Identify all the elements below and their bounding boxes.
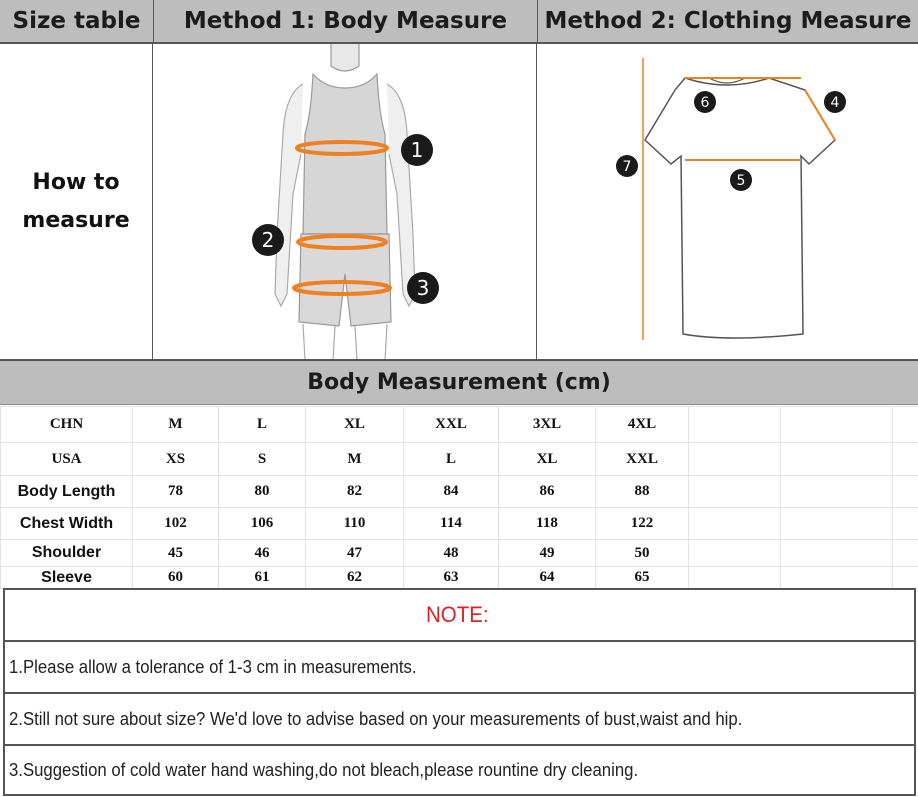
body-figure-icon: [153, 44, 537, 360]
empty-cell: [781, 443, 893, 476]
table-cell: 114: [404, 508, 499, 540]
table-cell: XL: [499, 443, 596, 476]
empty-cell: [893, 540, 918, 567]
row-label: Body Length: [1, 476, 133, 508]
tshirt-icon: [537, 44, 918, 360]
table-cell: 122: [596, 508, 689, 540]
empty-cell: [689, 508, 781, 540]
clothing-measure-illustration: [537, 44, 918, 360]
table-cell: 4XL: [596, 407, 689, 443]
empty-cell: [689, 476, 781, 508]
table-row: [1, 443, 918, 476]
note-title: NOTE:: [3, 588, 916, 642]
svg-text:3: 3: [416, 276, 430, 300]
table-cell: 62: [306, 567, 404, 589]
section-title: Body Measurement (cm): [0, 361, 918, 405]
empty-cell: [689, 567, 781, 589]
table-cell: 65: [596, 567, 689, 589]
table-cell: L: [219, 407, 306, 443]
header-size-table: Size table: [0, 0, 153, 44]
svg-text:2: 2: [261, 228, 275, 252]
empty-cell: [689, 407, 781, 443]
row-label: USA: [1, 443, 133, 476]
empty-cell: [781, 476, 893, 508]
table-cell: 102: [133, 508, 219, 540]
table-cell: 106: [219, 508, 306, 540]
row-label: Chest Width: [1, 508, 133, 540]
table-cell: 63: [404, 567, 499, 589]
table-cell: 78: [133, 476, 219, 508]
empty-cell: [781, 407, 893, 443]
empty-cell: [893, 407, 918, 443]
table-row: [1, 508, 918, 540]
table-cell: 64: [499, 567, 596, 589]
svg-text:4: 4: [830, 95, 840, 111]
table-cell: 47: [306, 540, 404, 567]
svg-text:5: 5: [736, 173, 746, 189]
table-cell: 45: [133, 540, 219, 567]
table-cell: XXL: [404, 407, 499, 443]
row-label: Shoulder: [1, 540, 133, 567]
table-cell: 88: [596, 476, 689, 508]
table-cell: 84: [404, 476, 499, 508]
table-cell: 50: [596, 540, 689, 567]
table-cell: 46: [219, 540, 306, 567]
empty-cell: [781, 567, 893, 589]
table-cell: M: [306, 443, 404, 476]
empty-cell: [689, 443, 781, 476]
svg-text:1: 1: [410, 138, 424, 162]
svg-text:6: 6: [700, 95, 710, 111]
note-item-2: 2.Still not sure about size? We'd love to advise based on your measurements of bust,waist and hip.: [3, 692, 916, 746]
table-row: [1, 540, 918, 567]
empty-cell: [893, 508, 918, 540]
table-cell: 118: [499, 508, 596, 540]
table-cell: 80: [219, 476, 306, 508]
table-cell: 61: [219, 567, 306, 589]
size-table: [0, 406, 918, 589]
empty-cell: [781, 508, 893, 540]
table-cell: 3XL: [499, 407, 596, 443]
row-label: CHN: [1, 407, 133, 443]
table-cell: XXL: [596, 443, 689, 476]
empty-cell: [893, 476, 918, 508]
svg-text:7: 7: [622, 159, 632, 175]
note-item-1: 1.Please allow a tolerance of 1-3 cm in measurements.: [3, 640, 916, 694]
row-label: Sleeve: [1, 567, 133, 589]
table-cell: 49: [499, 540, 596, 567]
table-row: [1, 407, 918, 443]
empty-cell: [781, 540, 893, 567]
table-cell: XL: [306, 407, 404, 443]
body-measure-illustration: [153, 44, 537, 360]
table-row: [1, 567, 918, 589]
table-cell: S: [219, 443, 306, 476]
header-method-clothing: Method 2: Clothing Measure: [537, 0, 918, 44]
table-row: [1, 476, 918, 508]
table-cell: 110: [306, 508, 404, 540]
empty-cell: [893, 567, 918, 589]
table-cell: L: [404, 443, 499, 476]
table-cell: 48: [404, 540, 499, 567]
table-cell: 60: [133, 567, 219, 589]
table-cell: 82: [306, 476, 404, 508]
table-cell: XS: [133, 443, 219, 476]
empty-cell: [689, 540, 781, 567]
header-method-body: Method 1: Body Measure: [153, 0, 537, 44]
table-cell: 86: [499, 476, 596, 508]
note-item-3: 3.Suggestion of cold water hand washing,do not bleach,please rountine dry cleaning.: [3, 744, 916, 796]
table-cell: M: [133, 407, 219, 443]
empty-cell: [893, 443, 918, 476]
how-to-measure-label: How to measure: [0, 44, 153, 360]
